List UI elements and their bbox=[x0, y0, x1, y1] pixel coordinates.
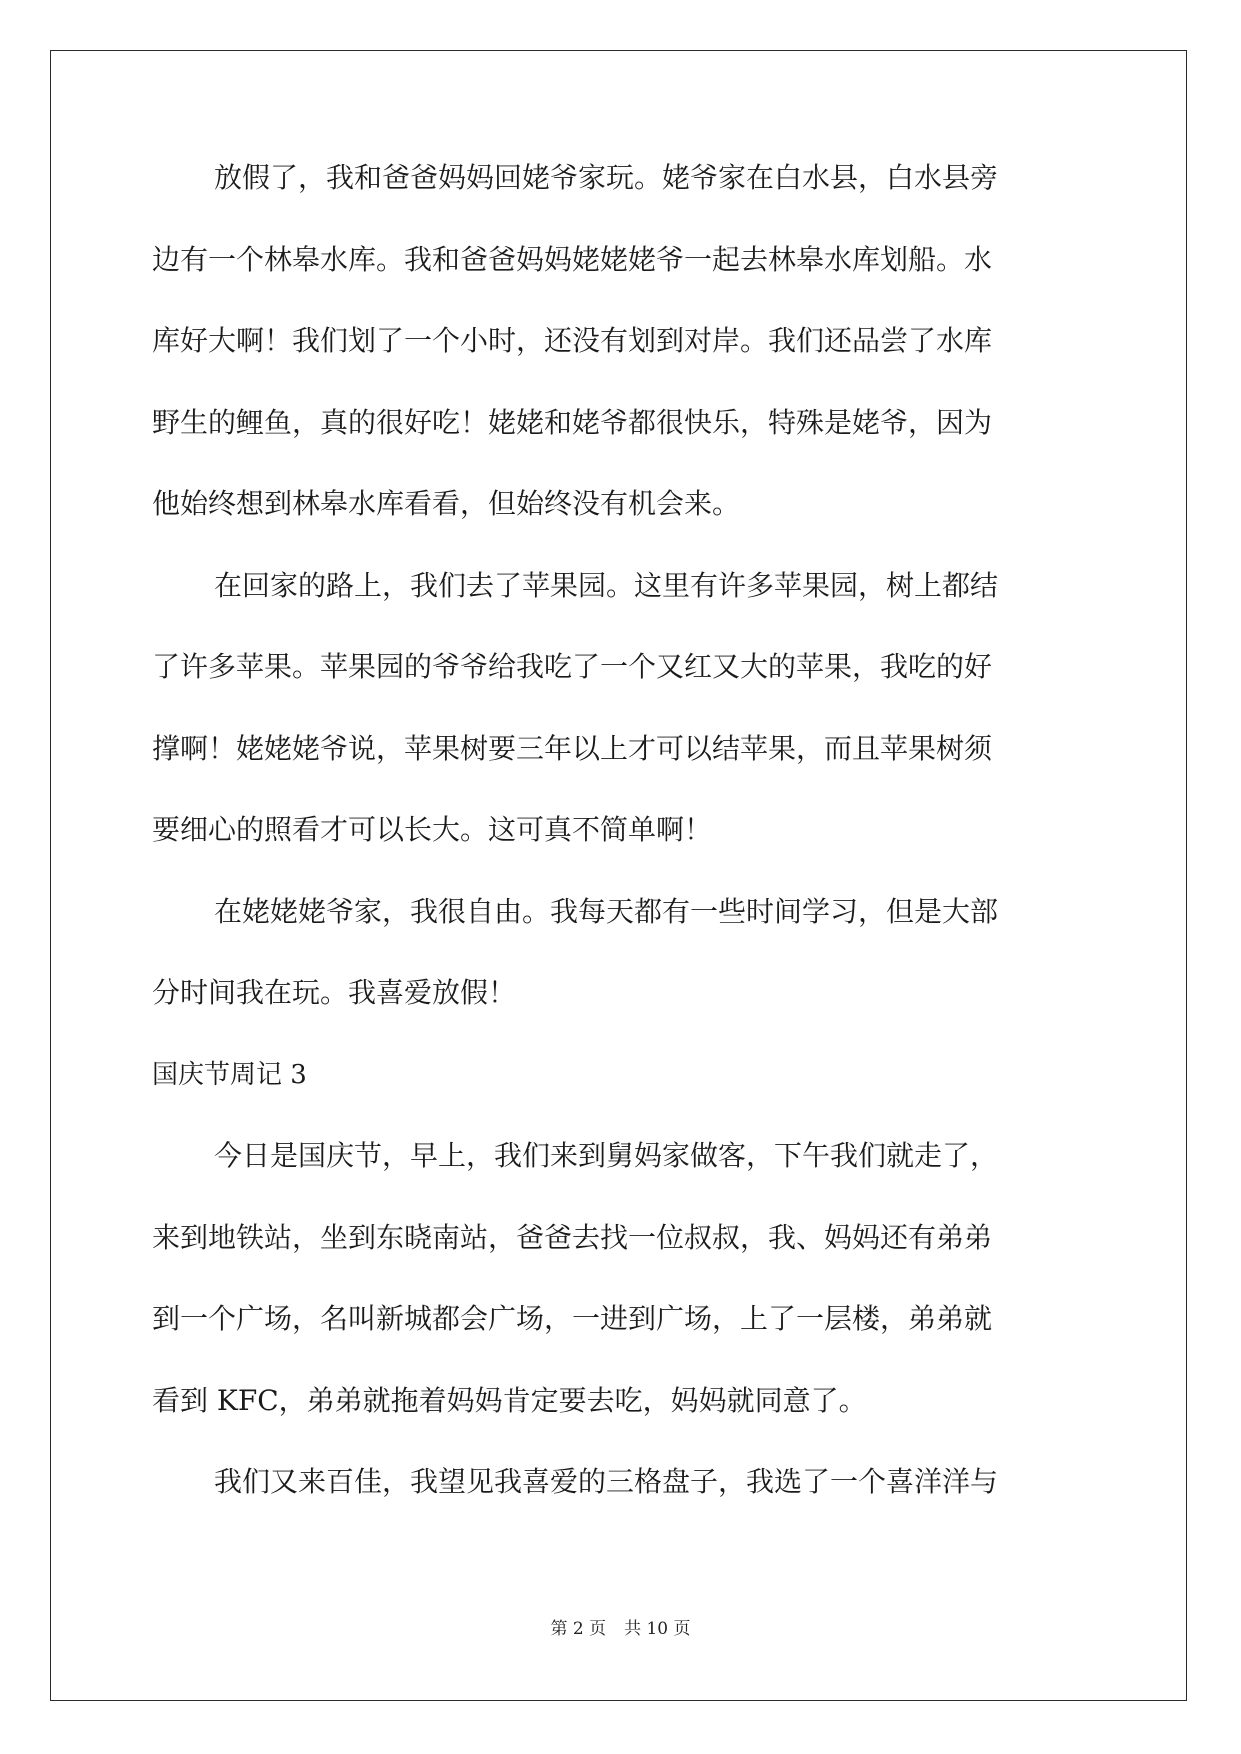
page-number: 第 2 页 bbox=[550, 1619, 607, 1639]
paragraph-line: 他始终想到林皋水库看看，但始终没有机会来。 bbox=[152, 487, 741, 520]
paragraph-line: 今日是国庆节，早上，我们来到舅妈家做客，下午我们就走了， bbox=[214, 1139, 999, 1172]
page-total: 共 10 页 bbox=[624, 1619, 691, 1639]
page-footer bbox=[0, 1614, 1241, 1639]
paragraph-line: 到一个广场，名叫新城都会广场，一进到广场，上了一层楼，弟弟就 bbox=[152, 1302, 993, 1335]
paragraph-line: 野生的鲤鱼，真的很好吃！姥姥和姥爷都很快乐，特殊是姥爷，因为 bbox=[152, 405, 993, 439]
paragraph-line: 在回家的路上，我们去了苹果园。这里有许多苹果园，树上都结 bbox=[214, 568, 999, 602]
paragraph-line: 库好大啊！我们划了一个小时，还没有划到对岸。我们还品尝了水库 bbox=[152, 324, 993, 357]
paragraph-line: 边有一个林皋水库。我和爸爸妈妈姥姥姥爷一起去林皋水库划船。水 bbox=[152, 242, 993, 276]
paragraph-line: 来到地铁站，坐到东晓南站，爸爸去找一位叔叔，我、妈妈还有弟弟 bbox=[152, 1220, 993, 1254]
paragraph-line: 放假了，我和爸爸妈妈回姥爷家玩。姥爷家在白水县，白水县旁 bbox=[214, 161, 999, 194]
paragraph-line: 分时间我在玩。我喜爱放假！ bbox=[152, 976, 517, 1009]
document-body bbox=[152, 158, 1089, 1544]
section-heading: 国庆节周记 3 bbox=[152, 1059, 307, 1090]
paragraph-line: 在姥姥姥爷家，我很自由。我每天都有一些时间学习，但是大部 bbox=[214, 894, 999, 928]
paragraph-line: 了许多苹果。苹果园的爷爷给我吃了一个又红又大的苹果，我吃的好 bbox=[152, 650, 993, 683]
paragraph-line: 要细心的照看才可以长大。这可真不简单啊！ bbox=[152, 813, 713, 846]
paragraph-line: 撑啊！姥姥姥爷说，苹果树要三年以上才可以结苹果，而且苹果树须 bbox=[152, 731, 993, 765]
paragraph-line: 看到 KFC，弟弟就拖着妈妈肯定要去吃，妈妈就同意了。 bbox=[152, 1383, 867, 1417]
paragraph-line: 我们又来百佳，我望见我喜爱的三格盘子，我选了一个喜洋洋与 bbox=[214, 1465, 999, 1498]
